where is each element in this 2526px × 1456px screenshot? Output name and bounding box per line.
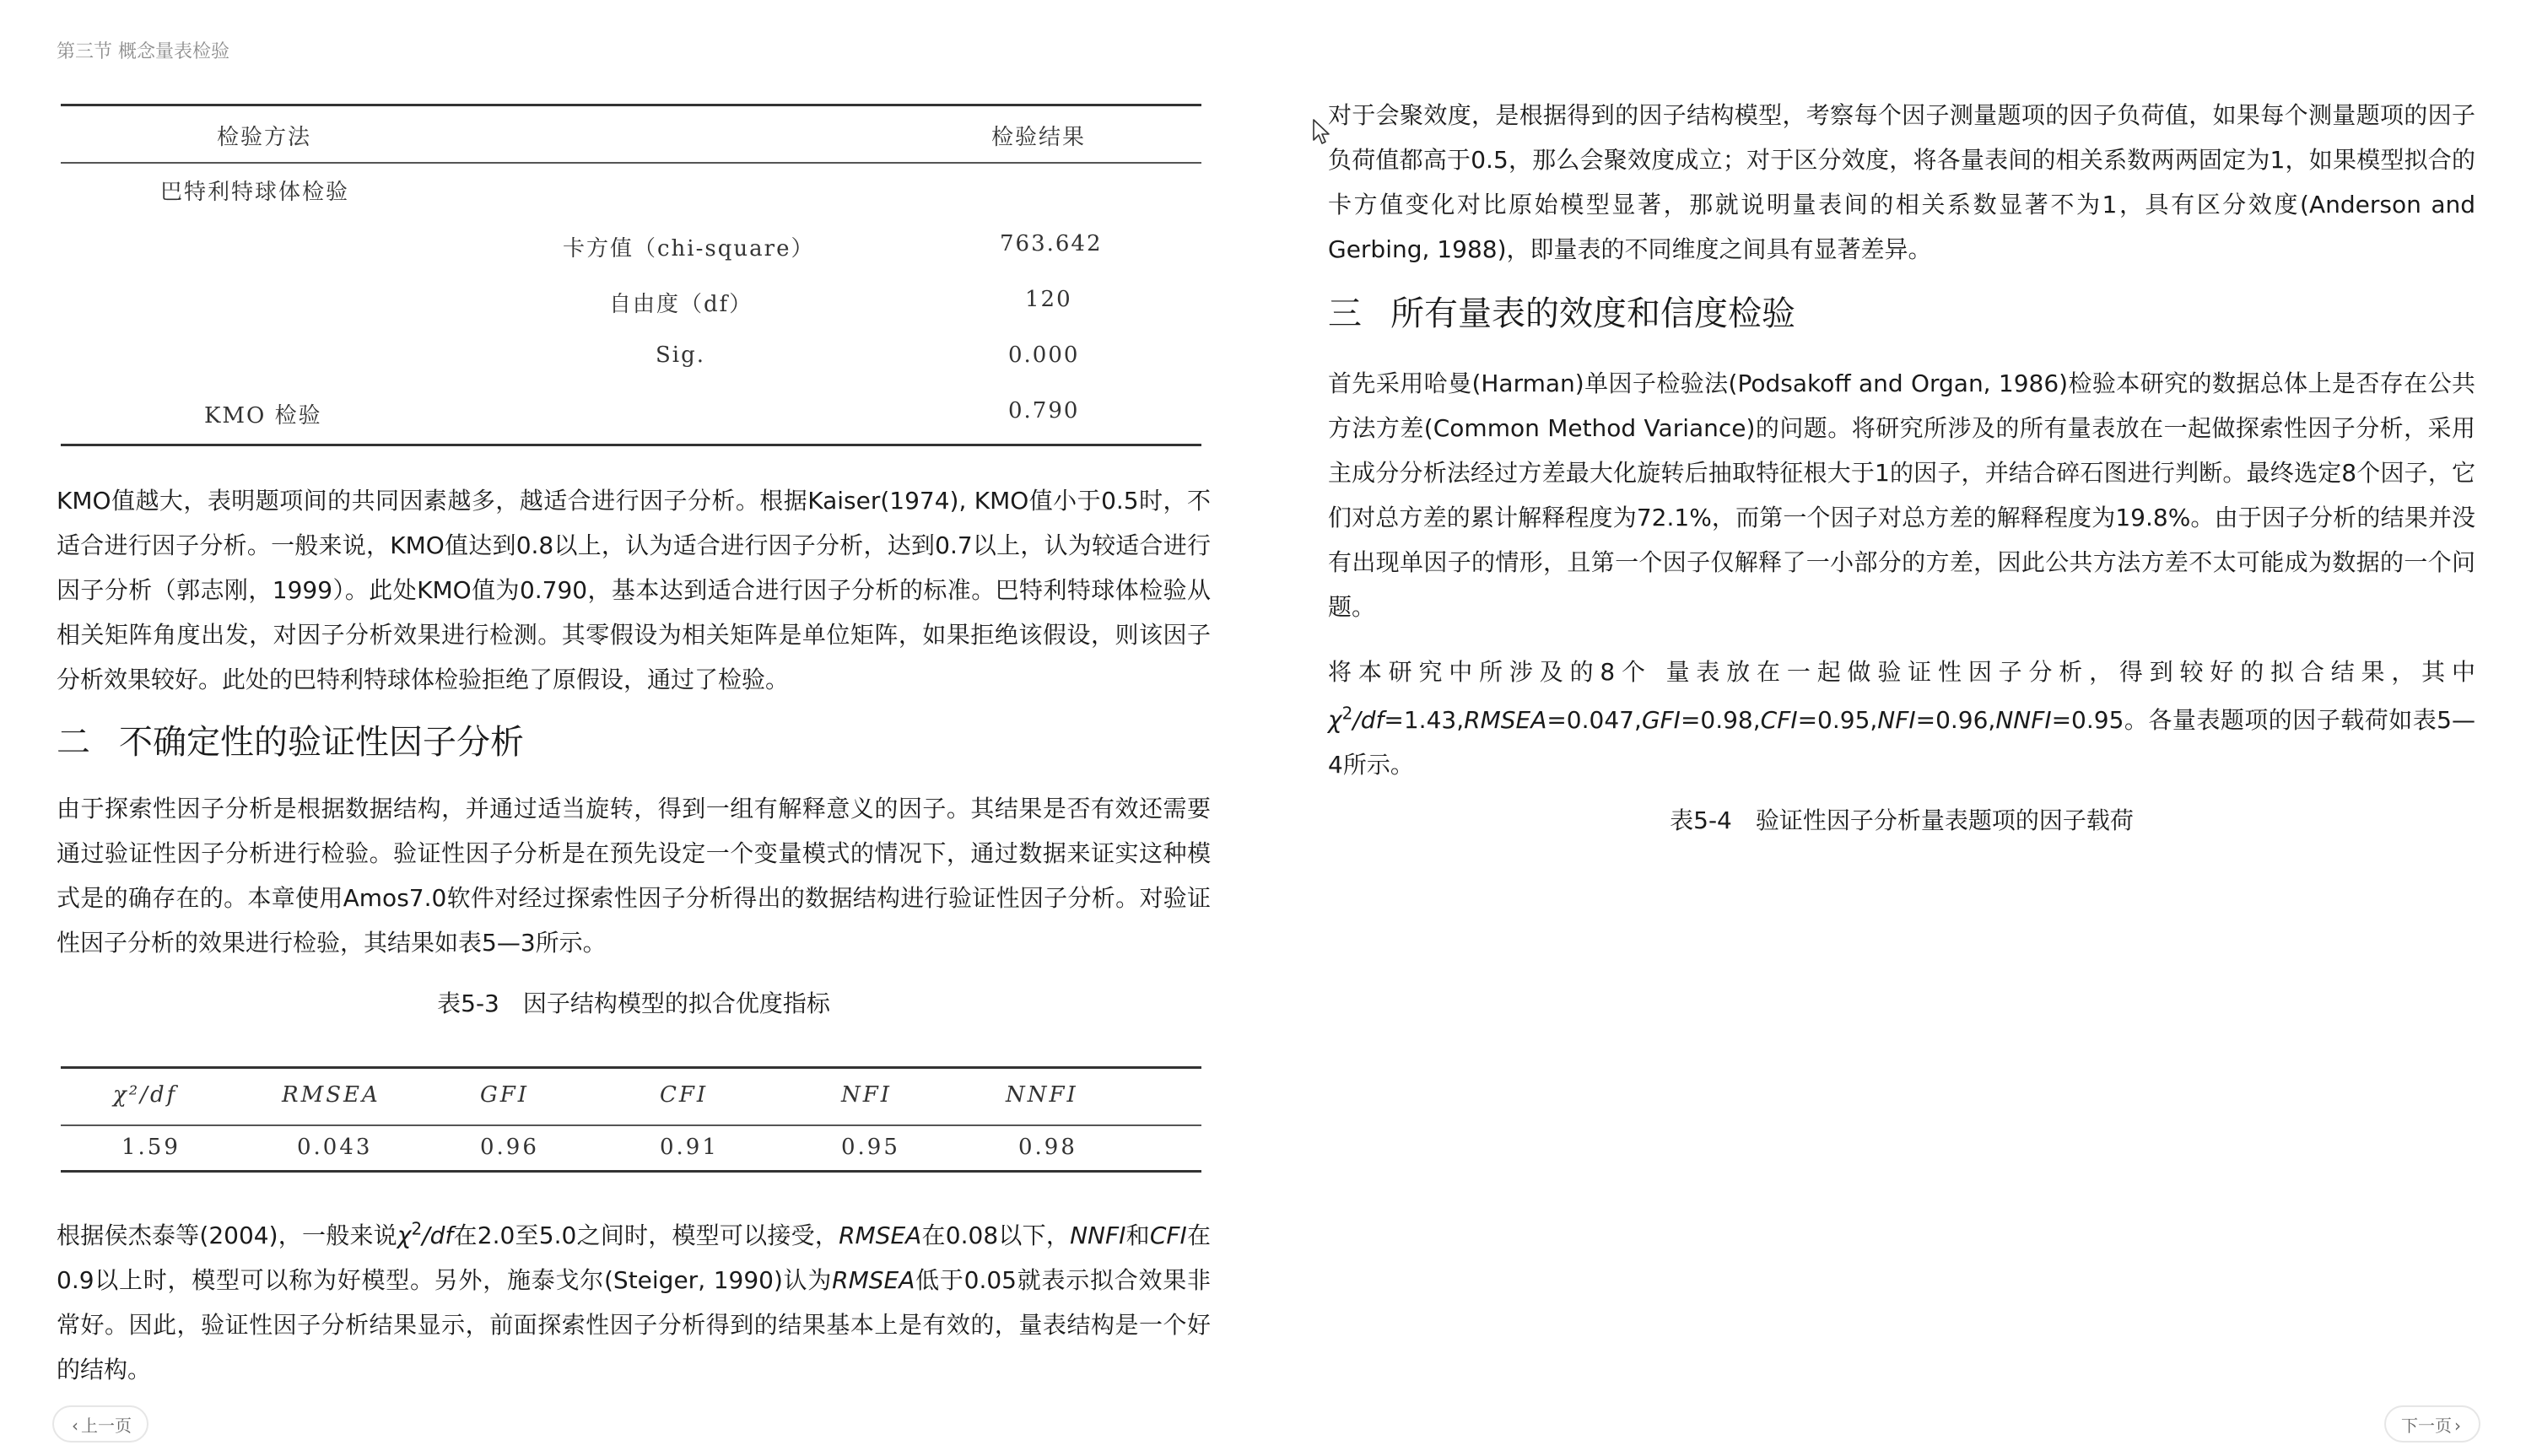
table-header-cell: NFI [841, 1082, 893, 1108]
table-divider [61, 162, 1201, 164]
math-symbol: RMSEA [832, 1266, 915, 1294]
fit-index-table [61, 1066, 1201, 1173]
table-header-cell: RMSEA [282, 1082, 381, 1108]
row-bartlett-label: 巴特利特球体检验 [160, 180, 350, 205]
row-chi-label: 卡方值（chi-square） [563, 236, 815, 262]
text-run: 低于0.05就表示拟合效果非常好。因此，验证性因子分析结果显示，前面探索性因子分析得到的结果基本上是有效的，量表结构是一个好的结构。 [57, 1266, 1211, 1383]
table-caption: 表5-3 因子结构模型的拟合优度指标 [437, 990, 830, 1017]
row-df-label: 自由度（df） [609, 292, 753, 317]
paragraph-cfa-results-line2 [1328, 698, 2475, 787]
table-value-cell: 0.96 [480, 1135, 539, 1160]
paragraph-cfa: 由于探索性因子分析是根据数据结构，并通过适当旋转，得到一组有解释意义的因子。其结果是否有效还需要通过验证性因子分析进行检验。验证性因子分析是在预先设定一个变量模式的情况下，通过数据来证实这种模式是的确存在的。本章使用Amos7.0软件对经过探索性因子分析得出的数据结构进行验证性因子分析。对验证性因子分析的效果进行检验，其结果如表5—3所示。 [57, 795, 1211, 957]
table-header-cell: GFI [480, 1082, 530, 1108]
table-header-method: 检验方法 [217, 125, 312, 150]
breadcrumb: 第三节 概念量表检验 [57, 41, 229, 62]
paragraph-cfa-results-line1: 将本研究中所涉及的8个 量表放在一起做验证性因子分析，得到较好的拟合结果，其中 [1328, 658, 2475, 686]
math-symbol: χ [1328, 706, 1342, 734]
text-run: 在0.08以下， [921, 1221, 1071, 1249]
math-symbol: /df [422, 1221, 454, 1249]
text-run: =1.43, [1384, 706, 1465, 734]
left-column-bottom [57, 1213, 1211, 1392]
chevron-right-icon: › [2454, 1416, 2461, 1436]
text-run: =0.98, [1680, 706, 1761, 734]
math-superscript: 2 [1341, 703, 1353, 724]
table-divider [61, 1124, 1201, 1126]
math-symbol: NNFI [1070, 1221, 1126, 1249]
section-title: 所有量表的效度和信度检验 [1390, 294, 1795, 333]
row-df-value: 120 [1025, 287, 1072, 312]
left-column [57, 478, 1211, 1021]
table-header-cell: NNFI [1006, 1082, 1078, 1108]
right-column [1328, 93, 2475, 838]
table-header-cell: CFI [660, 1082, 709, 1108]
table-value-cell: 0.95 [841, 1135, 900, 1160]
math-symbol: GFI [1641, 706, 1681, 734]
paragraph-harman: 首先采用哈曼(Harman)单因子检验法(Podsakoff and Organ, 1986)检验本研究的数据总体上是否存在公共方法方差(Common Method Variance)的问题。将研究所涉及的所有量表放在一起做探索性因子分析，采用主成分分析法经过方差最大化旋转后抽取特征根大于1的因子，并结合碎石图进行判断。最终选定8个因子，它们对总方差的累计解释程度为72.1%，而第一个因子对总方差的解释程度为19.8%。由于因子分析的结果并没有出现单因子的情形，且第一个因子仅解释了一小部分的方差，因此公共方法方差不太可能成为数据的一个问题。 [1328, 369, 2475, 621]
next-page-label: 下一页 [2401, 1416, 2452, 1436]
mouse-pointer-icon [1312, 118, 1330, 145]
row-chi-value: 763.642 [1000, 231, 1103, 256]
section-heading-3 [1328, 289, 2475, 339]
math-superscript: 2 [411, 1218, 423, 1239]
text-run: =0.047, [1546, 706, 1642, 734]
math-symbol: RMSEA [839, 1221, 922, 1249]
paragraph-kmo: KMO值越大，表明题项间的共同因素越多，越适合进行因子分析。根据Kaiser(1974), KMO值小于0.5时，不适合进行因子分析。一般来说，KMO值达到0.8以上，认为适合进行因子分析，达到0.7以上，认为较适合进行因子分析（郭志刚，1999）。此处KMO值为0.790，基本达到适合进行因子分析的标准。巴特利特球体检验从相关矩阵角度出发，对因子分析效果进行检测。其零假设为相关矩阵是单位矩阵，如果拒绝该假设，则该因子分析效果较好。此处的巴特利特球体检验拒绝了原假设，通过了检验。 [57, 487, 1211, 693]
kmo-bartlett-table [61, 104, 1201, 446]
row-sig-label: Sig. [656, 342, 706, 368]
row-sig-value: 0.000 [1008, 342, 1080, 368]
math-symbol: χ [397, 1221, 412, 1249]
prev-page-label: 上一页 [81, 1416, 132, 1436]
math-symbol: NNFI [1995, 706, 2052, 734]
math-symbol: CFI [1760, 706, 1798, 734]
table-value-cell: 1.59 [121, 1135, 181, 1160]
text-run: 在2.0至5.0之间时，模型可以接受， [453, 1221, 839, 1249]
text-run: 在0.9以上时，模型可以称为好模型。另外，施泰戈尔(Steiger, 1990)认为 [57, 1221, 1211, 1294]
table-value-cell: 0.91 [660, 1135, 719, 1160]
table-value-cell: 0.98 [1018, 1135, 1077, 1160]
table-caption: 表5-4 验证性因子分析量表题项的因子载荷 [1670, 806, 2134, 834]
section-title: 不确定性的验证性因子分析 [119, 723, 524, 762]
math-symbol: NFI [1877, 706, 1916, 734]
chevron-left-icon: ‹ [72, 1416, 78, 1436]
section-heading-2 [57, 717, 1211, 768]
next-page-button[interactable] [2384, 1405, 2480, 1443]
prev-page-button[interactable] [52, 1405, 148, 1443]
section-number: 二 [57, 723, 90, 762]
paragraph-validity: 对于会聚效度，是根据得到的因子结构模型，考察每个因子测量题项的因子负荷值，如果每个测量题项的因子负荷值都高于0.5，那么会聚效度成立；对于区分效度，将各量表间的相关系数两两固定为1，如果模型拟合的卡方值变化对比原始模型显著，那就说明量表间的相关系数显著不为1，具有区分效度(Anderson and Gerbing, 1988)，即量表的不同维度之间具有显著差异。 [1328, 101, 2475, 263]
math-symbol: /df [1352, 706, 1384, 734]
table-header-result: 检验结果 [991, 125, 1087, 150]
math-symbol: CFI [1149, 1221, 1187, 1249]
text-run: =0.95, [1797, 706, 1878, 734]
row-kmo-label: KMO 检验 [204, 403, 322, 429]
paragraph-fit-criteria [57, 1213, 1211, 1392]
row-kmo-value: 0.790 [1008, 398, 1080, 423]
table-header-cell: χ²/df [113, 1082, 178, 1108]
table-value-cell: 0.043 [297, 1135, 373, 1160]
text-run: 根据侯杰泰等(2004)，一般来说 [57, 1221, 397, 1249]
text-run: =0.96, [1915, 706, 1996, 734]
text-run: =0.95。各量表题项的因子载荷如表5—4所示。 [1328, 706, 2475, 779]
math-symbol: RMSEA [1464, 706, 1547, 734]
text-run: 和 [1125, 1221, 1150, 1249]
section-number: 三 [1328, 294, 1362, 333]
